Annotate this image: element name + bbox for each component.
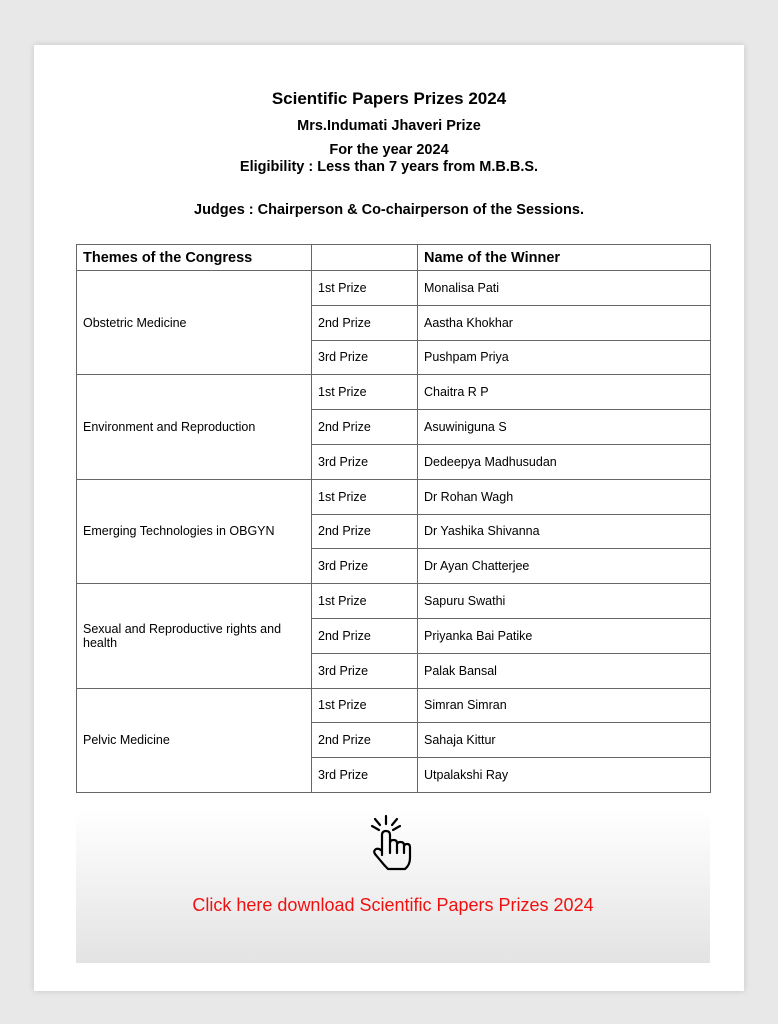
header-themes: Themes of the Congress — [77, 245, 312, 271]
judges-line: Judges : Chairperson & Co-chairperson of the Sessions. — [194, 202, 584, 218]
prize-cell: 1st Prize — [312, 584, 418, 619]
theme-cell: Sexual and Reproductive rights and health — [77, 584, 312, 688]
prize-cell: 3rd Prize — [312, 758, 418, 793]
winners-table — [76, 244, 711, 793]
winner-cell: Chaitra R P — [418, 375, 711, 410]
prize-cell: 3rd Prize — [312, 444, 418, 479]
winner-cell: Sapuru Swathi — [418, 584, 711, 619]
prize-cell: 1st Prize — [312, 375, 418, 410]
prize-cell: 3rd Prize — [312, 549, 418, 584]
table-row — [77, 271, 711, 306]
table-row — [77, 688, 711, 723]
eligibility-line: Eligibility : Less than 7 years from M.B.B.S. — [239, 159, 539, 175]
page-title: Scientific Papers Prizes 2024 — [271, 89, 507, 108]
prize-name: Mrs.Indumati Jhaveri Prize — [297, 118, 481, 134]
prize-cell: 1st Prize — [312, 688, 418, 723]
download-link[interactable]: Click here download Scientific Papers Prizes 2024 — [192, 895, 594, 915]
prize-cell: 2nd Prize — [312, 305, 418, 340]
header-prize — [312, 245, 418, 271]
table-row — [77, 375, 711, 410]
winner-cell: Dr Rohan Wagh — [418, 479, 711, 514]
theme-cell: Pelvic Medicine — [77, 688, 312, 792]
prize-cell: 2nd Prize — [312, 410, 418, 445]
prize-cell: 1st Prize — [312, 271, 418, 306]
table-header-row — [77, 245, 711, 271]
theme-cell: Environment and Reproduction — [77, 375, 312, 479]
pointing-hand-click-icon[interactable] — [366, 813, 416, 873]
prize-cell: 1st Prize — [312, 479, 418, 514]
prize-cell: 2nd Prize — [312, 723, 418, 758]
winner-cell: Aastha Khokhar — [418, 305, 711, 340]
winner-cell: Sahaja Kittur — [418, 723, 711, 758]
winner-cell: Asuwiniguna S — [418, 410, 711, 445]
theme-cell: Obstetric Medicine — [77, 271, 312, 375]
winner-cell: Dedeepya Madhusudan — [418, 444, 711, 479]
winner-cell: Dr Yashika Shivanna — [418, 514, 711, 549]
table-row — [77, 584, 711, 619]
document-card — [34, 45, 744, 991]
year-line: For the year 2024 — [329, 142, 449, 158]
winner-cell: Utpalakshi Ray — [418, 758, 711, 793]
winner-cell: Pushpam Priya — [418, 340, 711, 375]
winner-cell: Priyanka Bai Patike — [418, 618, 711, 653]
theme-cell: Emerging Technologies in OBGYN — [77, 479, 312, 583]
prize-cell: 3rd Prize — [312, 340, 418, 375]
prize-cell: 2nd Prize — [312, 618, 418, 653]
prize-cell: 3rd Prize — [312, 653, 418, 688]
winner-cell: Palak Bansal — [418, 653, 711, 688]
table-row — [77, 479, 711, 514]
prize-cell: 2nd Prize — [312, 514, 418, 549]
winner-cell: Simran Simran — [418, 688, 711, 723]
download-box[interactable] — [76, 809, 710, 963]
header-winner: Name of the Winner — [418, 245, 711, 271]
winner-cell: Monalisa Pati — [418, 271, 711, 306]
winner-cell: Dr Ayan Chatterjee — [418, 549, 711, 584]
